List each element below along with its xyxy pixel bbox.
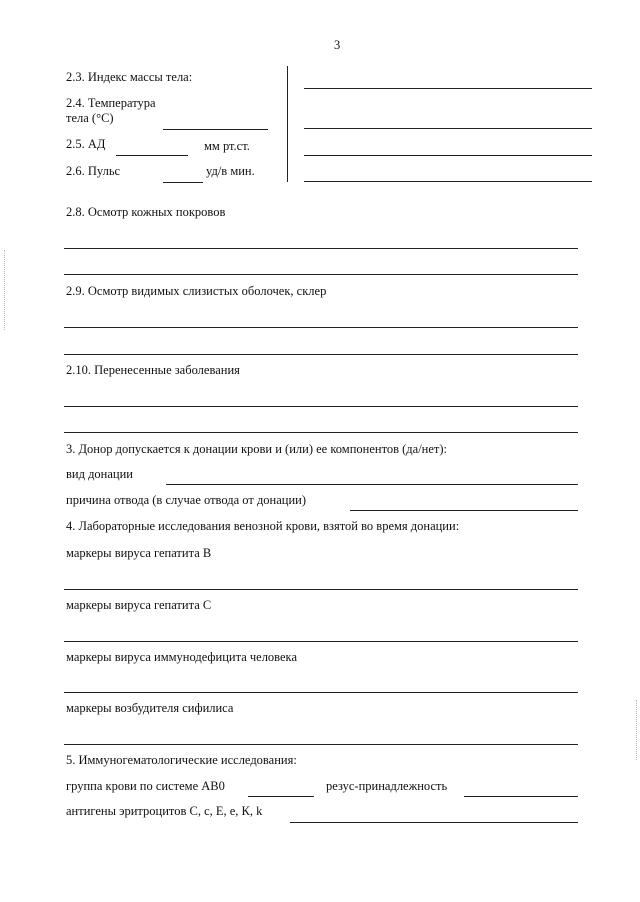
pulse-field[interactable] bbox=[163, 182, 203, 183]
bp-field[interactable] bbox=[116, 155, 188, 156]
hiv-label: маркеры вируса иммунодефицита человека bbox=[66, 650, 297, 664]
hepb-line[interactable] bbox=[64, 589, 578, 590]
temperature-label-line1: 2.4. Температура bbox=[66, 96, 156, 110]
temperature-label-line2: тела (°С) bbox=[66, 111, 114, 125]
pulse-unit: уд/в мин. bbox=[206, 164, 255, 178]
abo-label: группа крови по системе АВ0 bbox=[66, 779, 225, 793]
bmi-label: 2.3. Индекс массы тела: bbox=[66, 70, 193, 84]
diseases-line[interactable] bbox=[64, 432, 578, 433]
vitals-divider bbox=[287, 66, 288, 182]
pulse-label: 2.6. Пульс bbox=[66, 164, 121, 178]
bp-unit: мм рт.ст. bbox=[204, 139, 250, 153]
scan-edge-mark bbox=[636, 700, 637, 760]
vitals-answer-line[interactable] bbox=[304, 181, 592, 182]
scan-edge-mark bbox=[4, 250, 5, 330]
donation-type-field[interactable] bbox=[166, 484, 578, 485]
syphilis-label: маркеры возбудителя сифилиса bbox=[66, 701, 234, 715]
vitals-answer-line[interactable] bbox=[304, 128, 592, 129]
antigens-label: антигены эритроцитов С, с, Е, е, К, k bbox=[66, 804, 263, 818]
hepc-label: маркеры вируса гепатита С bbox=[66, 598, 212, 612]
admission-title: 3. Донор допускается к донации крови и (или) ее компонентов (да/нет): bbox=[66, 442, 448, 456]
bp-label: 2.5. АД bbox=[66, 137, 106, 151]
skin-exam-line[interactable] bbox=[64, 274, 578, 275]
vitals-answer-line[interactable] bbox=[304, 155, 592, 156]
lab-title: 4. Лабораторные исследования венозной крови, взятой во время донации: bbox=[66, 519, 460, 533]
mucosa-exam-line[interactable] bbox=[64, 354, 578, 355]
rh-label: резус-принадлежность bbox=[326, 779, 448, 793]
rh-field[interactable] bbox=[464, 796, 578, 797]
donation-type-label: вид донации bbox=[66, 467, 133, 481]
syphilis-line[interactable] bbox=[64, 744, 578, 745]
hepb-label: маркеры вируса гепатита В bbox=[66, 546, 212, 560]
mucosa-exam-label: 2.9. Осмотр видимых слизистых оболочек, склер bbox=[66, 284, 327, 298]
diseases-label: 2.10. Перенесенные заболевания bbox=[66, 363, 240, 377]
diseases-line[interactable] bbox=[64, 406, 578, 407]
rejection-reason-field[interactable] bbox=[350, 510, 578, 511]
vitals-answer-line[interactable] bbox=[304, 88, 592, 89]
abo-field[interactable] bbox=[248, 796, 314, 797]
rejection-reason-label: причина отвода (в случае отвода от донации) bbox=[66, 493, 307, 507]
skin-exam-line[interactable] bbox=[64, 248, 578, 249]
skin-exam-label: 2.8. Осмотр кожных покровов bbox=[66, 205, 226, 219]
page-number: 3 bbox=[334, 38, 341, 52]
antigens-field[interactable] bbox=[290, 822, 578, 823]
hiv-line[interactable] bbox=[64, 692, 578, 693]
temperature-field[interactable] bbox=[163, 129, 268, 130]
hepc-line[interactable] bbox=[64, 641, 578, 642]
mucosa-exam-line[interactable] bbox=[64, 327, 578, 328]
immuno-title: 5. Иммуногематологические исследования: bbox=[66, 753, 297, 767]
